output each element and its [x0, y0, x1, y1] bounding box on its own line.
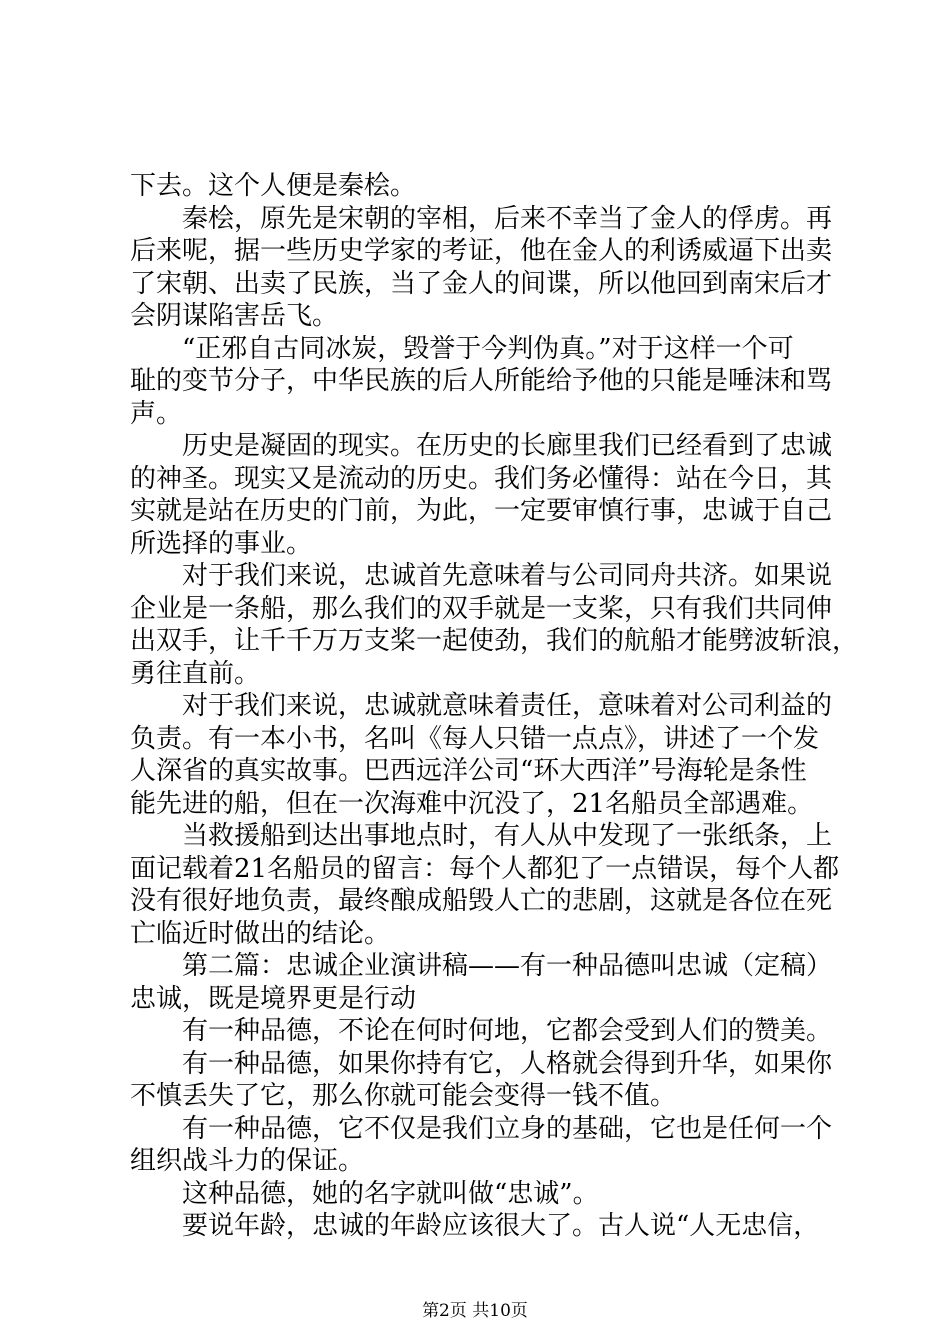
text-line: 出双手，让千千万万支桨一起使劲，我们的航船才能劈波斩浪， [130, 626, 859, 656]
page-number-label: 第2页 共10页 [422, 1301, 528, 1321]
text-line: “正邪自古同冰炭，毁誉于今判伪真。”对于这样一个可 [182, 333, 794, 364]
text-line: 会阴谋陷害岳飞。 [130, 301, 339, 331]
text-line: 组织战斗力的保证。 [130, 1146, 365, 1176]
text-line: 负责。有一本小书，名叫《每人只错一点点》，讲述了一个发 [130, 723, 820, 754]
text-line: 这种品德，她的名字就叫做“忠诚”。 [182, 1178, 599, 1209]
text-line: 亡临近时做出的结论。 [130, 918, 391, 949]
text-line: 历史是凝固的现实。在历史的长廊里我们已经看到了忠诚 [182, 431, 833, 461]
text-line: 对于我们来说，忠诚首先意味着与公司同舟共济。如果说 [182, 561, 833, 591]
text-line: 声。 [130, 398, 183, 429]
text-line: 了宋朝、出卖了民族，当了金人的间谍，所以他回到南宋后才 [130, 268, 833, 299]
text-line: 企业是一条船，那么我们的双手就是一支桨，只有我们共同伸 [130, 593, 833, 624]
text-line: 要说年龄，忠诚的年龄应该很大了。古人说“人无忠信， [182, 1211, 820, 1241]
text-line: 人深省的真实故事。巴西远洋公司“环大西洋”号海轮是条性 [130, 756, 807, 786]
text-line: 后来呢，据一些历史学家的考证，他在金人的利诱威逼下出卖 [130, 236, 833, 266]
text-line: 耻的变节分子，中华民族的后人所能给予他的只能是唾沫和骂 [130, 366, 833, 396]
text-line: 实就是站在历史的门前，为此，一定要审慎行事，忠诚于自己 [130, 496, 833, 526]
text-line: 有一种品德，它不仅是我们立身的基础，它也是任何一个 [182, 1113, 833, 1144]
text-line: 第二篇：忠诚企业演讲稿——有一种品德叫忠诚（定稿） [182, 951, 833, 981]
text-line: 的神圣。现实又是流动的历史。我们务必懂得：站在今日，其 [130, 463, 833, 494]
text-line: 忠诚，既是境界更是行动 [130, 983, 417, 1014]
text-line: 对于我们来说，忠诚就意味着责任，意味着对公司利益的 [182, 691, 833, 721]
page-footer [0, 1301, 950, 1321]
text-line: 秦桧，原先是宋朝的宰相，后来不幸当了金人的俘虏。再 [182, 203, 833, 234]
text-line: 下去。这个人便是秦桧。 [130, 171, 417, 201]
document-body [130, 170, 859, 1243]
text-line: 没有很好地负责，最终酿成船毁人亡的悲剧，这就是各位在死 [130, 886, 833, 916]
text-line: 勇往直前。 [130, 658, 261, 689]
text-line: 当救援船到达出事地点时，有人从中发现了一张纸条，上 [182, 821, 833, 851]
text-line: 不慎丢失了它，那么你就可能会变得一钱不值。 [130, 1081, 677, 1111]
text-line: 能先进的船，但在一次海难中沉没了，21名船员全部遇难。 [130, 788, 814, 819]
text-line: 有一种品德，如果你持有它，人格就会得到升华，如果你 [182, 1048, 833, 1079]
text-line: 有一种品德，不论在何时何地，它都会受到人们的赞美。 [182, 1016, 833, 1046]
text-line: 所选择的事业。 [130, 528, 313, 559]
text-line: 面记载着21名船员的留言：每个人都犯了一点错误，每个人都 [130, 853, 840, 884]
